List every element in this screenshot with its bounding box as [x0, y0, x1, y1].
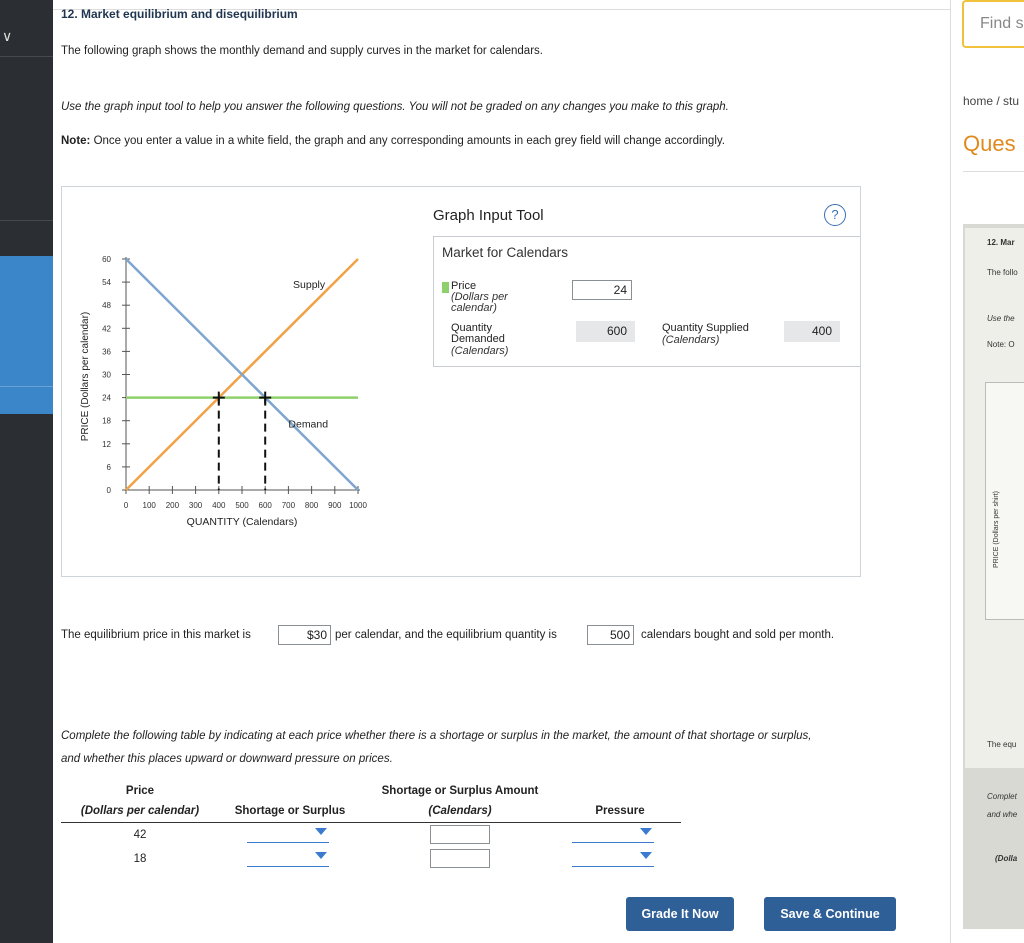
- thumb-dolla: (Dolla: [995, 854, 1018, 863]
- equilibrium-text-1: The equilibrium price in this market is: [61, 629, 251, 641]
- save-continue-button[interactable]: Save & Continue: [764, 897, 896, 931]
- col-price-subheader: (Dollars per calendar): [80, 805, 200, 817]
- equilibrium-text-2: per calendar, and the equilibrium quantity is: [335, 629, 557, 641]
- collapse-chevron-icon[interactable]: ∨: [2, 28, 13, 44]
- quantity-supplied-value: 400: [784, 321, 840, 342]
- sidebar-active-item[interactable]: [0, 256, 53, 414]
- find-placeholder: Find s: [980, 15, 1024, 32]
- y-tick-label: 48: [102, 301, 111, 311]
- thumb-note: Note: O: [987, 340, 1015, 349]
- left-sidebar: [0, 0, 53, 943]
- market-title: Market for Calendars: [442, 245, 569, 260]
- dropdown-arrow-icon: [640, 828, 652, 835]
- x-tick-label: 500: [235, 501, 249, 510]
- y-tick-label: 60: [102, 255, 111, 264]
- help-icon[interactable]: ?: [824, 204, 846, 226]
- thumb-ylabel: PRICE (Dollars per shirt): [993, 490, 1000, 568]
- quantity-supplied-sublabel: (Calendars): [662, 334, 720, 346]
- equilibrium-quantity-input[interactable]: 500: [587, 625, 634, 645]
- y-tick-label: 36: [102, 347, 111, 357]
- x-tick-label: 900: [328, 501, 342, 510]
- y-tick-label: 30: [102, 370, 111, 380]
- price-label: Price: [451, 280, 477, 292]
- equilibrium-text-3: calendars bought and sold per month.: [641, 629, 835, 641]
- quantity-demanded-label: Quantity Demanded: [451, 322, 505, 345]
- thumb-intro: The follo: [987, 268, 1018, 277]
- note-text: Once you enter a value in a white field, the graph and any corresponding amounts in each grey field will change accordingly.: [90, 135, 725, 147]
- row-2-price: 18: [133, 853, 147, 865]
- question-thumbnail[interactable]: [963, 224, 1024, 929]
- grade-it-now-button[interactable]: Grade It Now: [626, 897, 734, 931]
- col-shortage-header: Shortage or Surplus: [234, 805, 346, 817]
- dropdown-arrow-icon: [315, 828, 327, 835]
- y-tick-label: 18: [102, 416, 111, 426]
- thumb-and: and whe: [987, 810, 1018, 819]
- quantity-supplied-label: Quantity Supplied: [662, 322, 749, 334]
- x-tick-label: 100: [142, 501, 156, 510]
- y-tick-label: 6: [106, 462, 111, 472]
- dropdown-arrow-icon: [315, 852, 327, 859]
- table-header-rule: [61, 822, 681, 823]
- table-instructions-2: and whether this places upward or downward pressure on prices.: [61, 753, 393, 765]
- x-tick-label: 300: [188, 501, 203, 510]
- table-instructions-1: Complete the following table by indicating at each price whether there is a shortage or surplus in the market, the amount of that shortage or surplus,: [61, 730, 812, 742]
- quantity-demanded-sublabel: (Calendars): [451, 345, 509, 357]
- col-amount-header: Shortage or Surplus Amount: [381, 785, 539, 797]
- equilibrium-price-input[interactable]: $30: [278, 625, 331, 645]
- row-1-price: 42: [133, 829, 147, 841]
- row-1-shortage-surplus-select[interactable]: [247, 828, 329, 843]
- note-label: Note:: [61, 135, 91, 147]
- thumb-complete: Complet: [987, 792, 1017, 801]
- x-tick-label: 700: [281, 501, 296, 510]
- price-swatch: [442, 282, 449, 293]
- x-tick-label: 1000: [349, 501, 367, 510]
- row-1-pressure-select[interactable]: [572, 828, 654, 843]
- row-1-amount-input[interactable]: [430, 825, 490, 844]
- x-tick-label: 600: [258, 501, 272, 510]
- questions-heading: Ques: [963, 131, 1016, 156]
- question-instruction: Use the graph input tool to help you answer the following questions. You will not be graded on any changes you make to this graph.: [61, 101, 729, 113]
- thumb-equ: The equ: [987, 740, 1017, 749]
- supply-demand-graph: [61, 186, 433, 577]
- y-tick-label: 0: [106, 486, 111, 495]
- y-tick-label: 12: [102, 439, 111, 449]
- quantity-demanded-value: 600: [576, 321, 635, 342]
- x-tick-label: 400: [212, 501, 226, 510]
- y-axis-label: PRICE (Dollars per calendar): [80, 311, 91, 442]
- x-tick-label: 200: [165, 501, 180, 510]
- y-tick-label: 54: [102, 278, 111, 288]
- thumb-title: 12. Mar: [987, 238, 1015, 247]
- y-tick-label: 24: [102, 393, 111, 403]
- x-axis-label: QUANTITY (Calendars): [186, 516, 298, 528]
- row-2-pressure-select[interactable]: [572, 852, 654, 867]
- demand-label: Demand: [288, 418, 329, 431]
- col-price-header: Price: [125, 785, 155, 797]
- supply-label: Supply: [293, 279, 326, 292]
- col-pressure-header: Pressure: [595, 805, 645, 817]
- y-tick-label: 42: [102, 324, 111, 334]
- breadcrumb[interactable]: home / stu: [963, 94, 1020, 108]
- dropdown-arrow-icon: [640, 852, 652, 859]
- question-note: [61, 135, 725, 147]
- graph-input-tool-title: Graph Input Tool: [433, 207, 544, 224]
- col-amount-subheader: (Calendars): [428, 805, 492, 817]
- price-sublabel: (Dollars per calendar): [451, 291, 508, 314]
- question-intro: The following graph shows the monthly demand and supply curves in the market for calendars.: [61, 45, 543, 57]
- question-title: 12. Market equilibrium and disequilibrium: [61, 7, 298, 21]
- price-input[interactable]: 24: [572, 280, 632, 300]
- x-tick-label: 800: [304, 501, 319, 510]
- thumb-use: Use the: [987, 314, 1015, 323]
- row-2-shortage-surplus-select[interactable]: [247, 852, 329, 867]
- x-tick-label: 0: [123, 501, 129, 510]
- row-2-amount-input[interactable]: [430, 849, 490, 868]
